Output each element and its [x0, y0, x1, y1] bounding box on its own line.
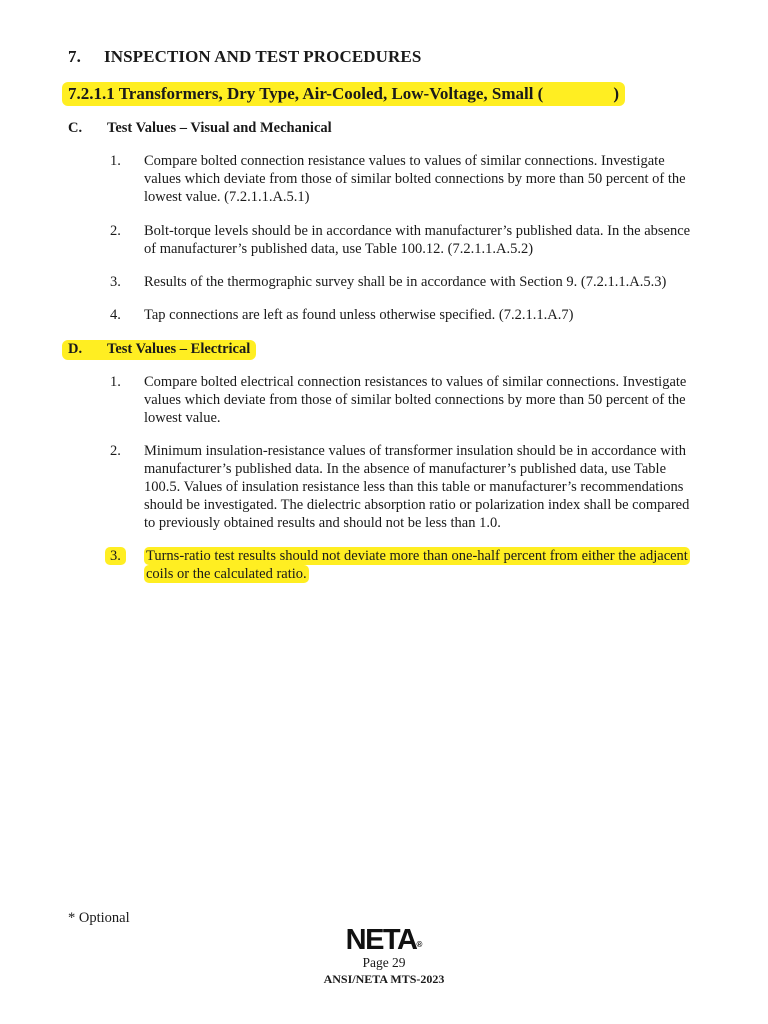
item-number: 2. — [110, 443, 121, 459]
subsection-title: 7.2.1.1 Transformers, Dry Type, Air-Cooled, Low-Voltage, Small ( — [68, 84, 544, 103]
section-heading — [68, 47, 421, 67]
item-text: Compare bolted connection resistance values to values of similar connections. Investigate values which deviate from those of similar bolted connections by more than 50 percent of the lowest value. (7.2.1.1.A.5.1) — [144, 153, 686, 205]
item-number: 1. — [110, 374, 121, 390]
highlighted-list-item — [110, 547, 700, 583]
list-item — [110, 273, 700, 291]
item-number: 3. — [110, 274, 121, 290]
page-number: Page 29 — [362, 955, 406, 970]
section-title: INSPECTION AND TEST PROCEDURES — [104, 47, 422, 66]
item-number: 4. — [110, 307, 121, 323]
heading-title: Test Values – Electrical — [107, 341, 251, 357]
list-item — [110, 442, 700, 532]
item-number: 2. — [110, 223, 121, 239]
item-text: Turns-ratio test results should not deviate more than one-half percent from either the adjacent coils or the calculated ratio. — [146, 548, 688, 582]
item-text: Tap connections are left as found unless otherwise specified. (7.2.1.1.A.7) — [144, 307, 574, 323]
list-item — [110, 152, 700, 206]
heading-title: Test Values – Visual and Mechanical — [107, 120, 332, 136]
section-number: 7. — [68, 47, 81, 66]
item-text: Compare bolted electrical connection resistances to values of similar connections. Investigate values which deviate from those of similar bolted connections by more than 50 percent of the lowest value. — [144, 374, 687, 426]
heading-letter: C. — [68, 120, 83, 136]
list-item — [110, 222, 700, 258]
item-number: 1. — [110, 153, 121, 169]
neta-logo — [0, 924, 768, 957]
item-text-wrapper — [144, 547, 700, 583]
footnote: * Optional — [68, 910, 130, 926]
list-item — [110, 373, 700, 427]
item-text: Bolt-torque levels should be in accordance with manufacturer’s published data. In the absence of manufacturer’s published data, use Table 100.12. (7.2.1.1.A.5.2) — [144, 223, 691, 257]
item-text: Results of the thermographic survey shall be in accordance with Section 9. (7.2.1.1.A.5.3) — [144, 274, 667, 290]
item-number: 3. — [105, 547, 126, 565]
logo-text: NETA — [345, 924, 417, 956]
subsection-close: ) — [613, 84, 620, 103]
electrical-heading — [62, 340, 256, 360]
list-item — [110, 306, 700, 324]
subsection-heading — [62, 82, 625, 106]
document-id: ANSI/NETA MTS-2023 — [323, 972, 445, 986]
item-text: Minimum insulation-resistance values of transformer insulation should be in accordance with manufacturer’s published data. In the absence of manufacturer’s published data, use Table 100.5. Values of insulation resistance less than this table or manufacturer’s recommendations should be investigated. The dielectric absorption ratio or polarization index shall be compared to previously obtained results and should not be less than 1.0. — [144, 443, 690, 531]
registered-mark: ® — [416, 940, 423, 949]
heading-letter: D. — [68, 341, 83, 357]
visual-mechanical-heading — [68, 120, 332, 137]
